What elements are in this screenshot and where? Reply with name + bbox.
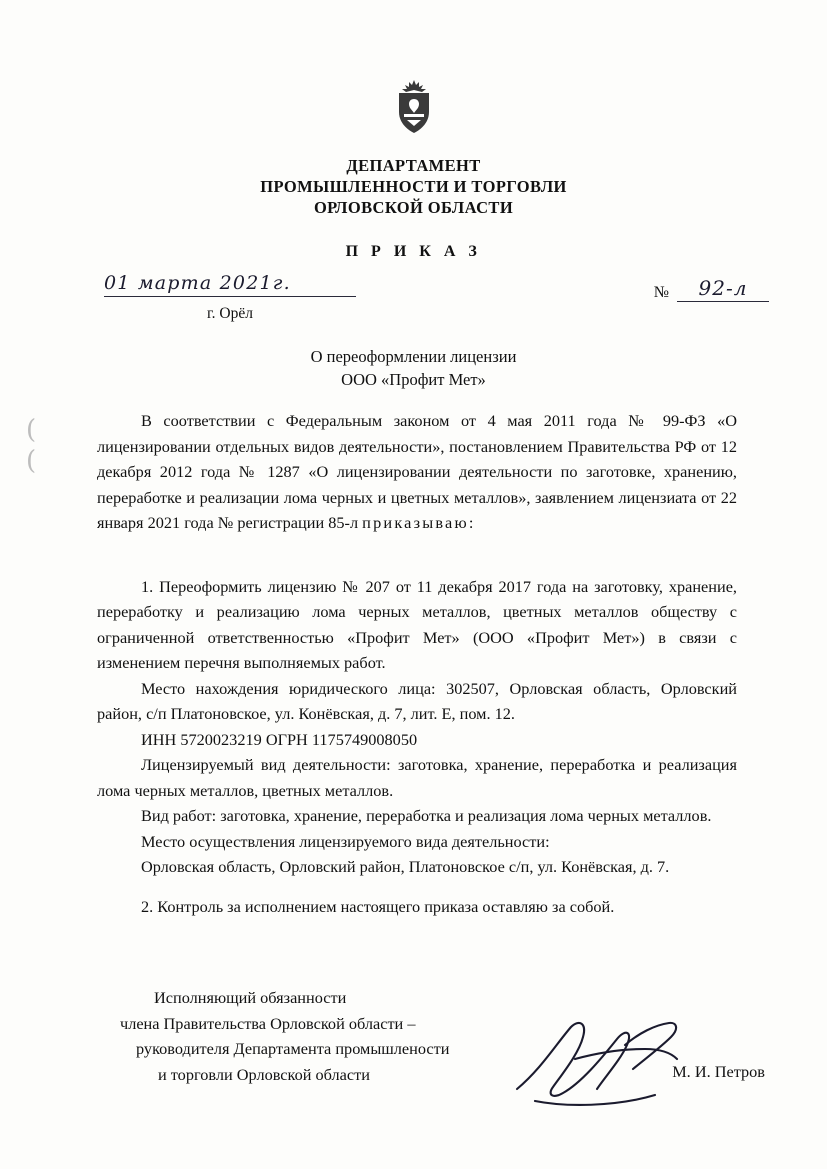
signature-line-4: и торговли Орловской области — [158, 1064, 370, 1084]
subject-line-1: О переоформлении лицензии — [310, 347, 517, 366]
works-type-paragraph: Вид работ: заготовка, хранение, переработка и реализация лома черных металлов. — [141, 806, 712, 825]
number-sign-label: № — [653, 284, 669, 301]
scan-artifact: ( — [26, 446, 37, 476]
document-number-field — [654, 276, 769, 302]
subject-block — [0, 345, 827, 391]
licensed-activity-paragraph: Лицензируемый вид деятельности: заготовка, хранение, переработка и реализация лома черных металлов, цветных металлов. — [97, 755, 737, 800]
signature-line-2: члена Правительства Орловской области – — [120, 1013, 416, 1033]
subject-line-2: ООО «Профит Мет» — [341, 370, 486, 389]
date-handwritten-value: 01 марта 2021г. — [104, 272, 291, 294]
organization-title — [0, 155, 827, 218]
order-item-2: 2. Контроль за исполнением настоящего приказа оставляю за собой. — [141, 896, 615, 916]
scan-artifact: ( — [26, 415, 37, 445]
document-type-heading: П Р И К А З — [345, 243, 482, 260]
signature-line-3: руководителя Департамента промышлености — [136, 1039, 450, 1058]
place-header-paragraph: Место осуществления лицензируемого вида деятельности: — [141, 831, 550, 851]
org-title-line-2: ПРОМЫШЛЕННОСТИ И ТОРГОВЛИ — [260, 177, 567, 196]
coat-of-arms-icon — [391, 78, 437, 136]
city-label: г. Орёл — [207, 305, 253, 322]
org-title-line-1: ДЕПАРТАМЕНТ — [346, 156, 481, 175]
date-field — [104, 272, 364, 297]
inn-ogrn-paragraph: ИНН 5720023219 ОГРН 1175749008050 — [141, 729, 418, 749]
order-item-1: 1. Переоформить лицензию № 207 от 11 декабря 2017 года на заготовку, хранение, переработку и реализацию лома черных металлов, цветных металлов обществу с ограниченной ответственностью «Профит Мет» (ООО «Профит Мет») в связи с изменением перечня выполняемых работ. — [97, 576, 737, 672]
legal-address-paragraph: Место нахождения юридического лица: 302507, Орловская область, Орловский район, с/п Платоновское, ул. Конёвская, д. 7, лит. Е, пом. 12. — [97, 678, 737, 723]
preamble-paragraph — [97, 408, 737, 536]
signer-name: М. И. Петров — [672, 1062, 765, 1081]
preamble-order-word: приказываю: — [362, 513, 476, 532]
document-number-handwritten: 92-л — [677, 276, 769, 302]
date-underline — [104, 296, 356, 297]
org-title-line-3: ОРЛОВСКОЙ ОБЛАСТИ — [313, 198, 514, 217]
document-body — [97, 408, 737, 919]
signature-block — [120, 985, 760, 1087]
emblem-container — [0, 78, 827, 141]
signature-line-1: Исполняющий обязанности — [154, 988, 347, 1007]
preamble-text: В соответствии с Федеральным законом от 4 мая 2011 года № 99-ФЗ «О лицензировании отдельных видов деятельности», постановлением Правительства РФ от 12 декабря 2012 года № 1287 «О лицензировании деятельности по заготовке, хранению, переработке и реализации лома черных и цветных металлов», заявлением лицензиата от 22 января 2021 года № регистрации 85-л — [97, 411, 737, 532]
place-value-paragraph: Орловская область, Орловский район, Платоновское с/п, ул. Конёвская, д. 7. — [141, 857, 670, 876]
